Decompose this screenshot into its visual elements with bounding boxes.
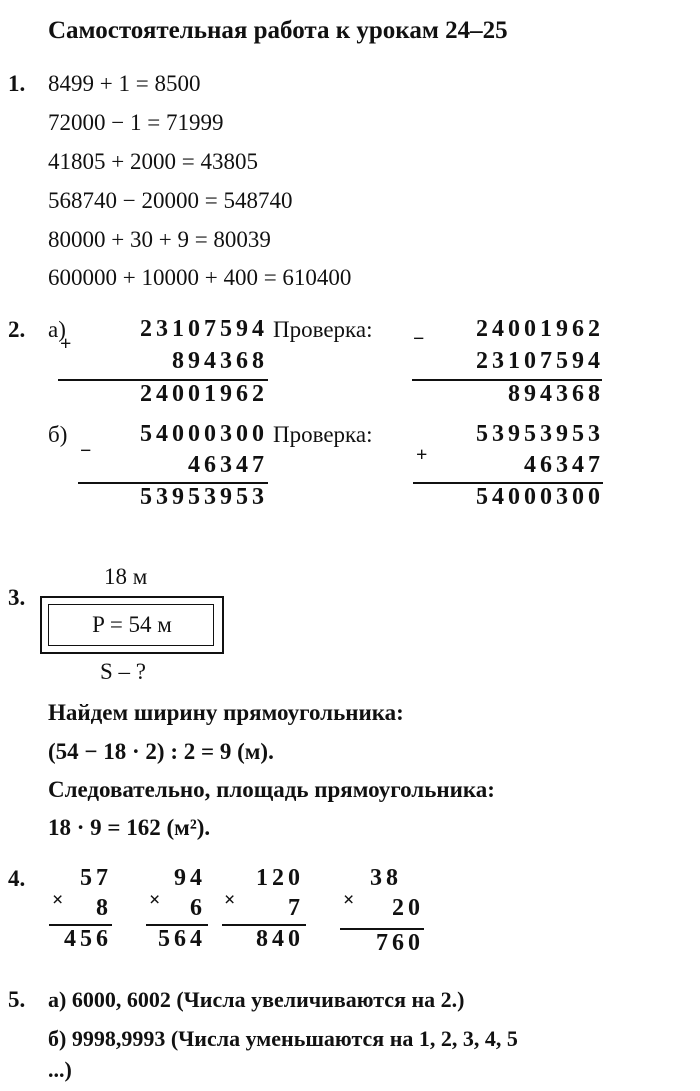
multiply-sign: × [149, 889, 161, 911]
task5-line: ...) [48, 1057, 72, 1082]
task1-number: 1. [8, 71, 26, 96]
task2b-bottom: 46347 [188, 452, 268, 478]
task2a-check-result: 894368 [508, 381, 604, 407]
task2a-label: а) [48, 317, 66, 342]
multiply-sign: × [52, 889, 64, 911]
task1-line: 8499 + 1 = 8500 [48, 71, 201, 96]
task1-line: 80000 + 30 + 9 = 80039 [48, 227, 271, 252]
task2b-check-bottom: 46347 [524, 452, 604, 478]
task1-line: 72000 − 1 = 71999 [48, 110, 224, 135]
task3-line: 18 · 9 = 162 (м²). [48, 815, 211, 840]
plus-sign: + [60, 333, 72, 355]
plus-sign: + [416, 444, 428, 466]
task3-line: (54 − 18 · 2) : 2 = 9 (м). [48, 739, 274, 764]
mult-bottom: 6 [190, 895, 206, 921]
task1-line: 568740 − 20000 = 548740 [48, 188, 293, 213]
task2a-check-top: 24001962 [476, 316, 604, 342]
task2a-bottom: 894368 [172, 348, 268, 374]
rectangle-diagram [40, 596, 224, 654]
task1-line: 600000 + 10000 + 400 = 610400 [48, 265, 352, 290]
task2a-check-bottom: 23107594 [476, 348, 604, 374]
area-label: S – ? [100, 659, 146, 684]
task5-number: 5. [8, 987, 26, 1012]
perimeter-label: P = 54 м [92, 612, 172, 637]
task2-number: 2. [8, 317, 26, 342]
task2b-result: 53953953 [140, 484, 268, 510]
mult-result: 840 [256, 926, 304, 952]
task4-number: 4. [8, 866, 26, 891]
task2b-check-result: 54000300 [476, 484, 604, 510]
minus-sign: − [413, 328, 425, 350]
task3-line: Следовательно, площадь прямоугольника: [48, 777, 495, 802]
mult-result: 564 [158, 926, 206, 952]
mult-top: 38 [370, 865, 402, 891]
mult-result: 456 [64, 926, 112, 952]
mult-bottom: 7 [288, 895, 304, 921]
task2b-top: 54000300 [140, 421, 268, 447]
mult-result: 760 [376, 930, 424, 956]
length-label: 18 м [104, 564, 148, 589]
mult-bottom: 8 [96, 895, 112, 921]
task5-line: а) 6000, 6002 (Числа увеличиваются на 2.) [48, 987, 465, 1012]
check-label: Проверка: [273, 422, 373, 447]
mult-bottom: 20 [392, 895, 424, 921]
task2a-result: 24001962 [140, 381, 268, 407]
multiply-sign: × [343, 889, 355, 911]
minus-sign: − [80, 440, 92, 462]
mult-top: 120 [256, 865, 304, 891]
task2b-check-top: 53953953 [476, 421, 604, 447]
task2b-label: б) [48, 422, 68, 447]
mult-top: 94 [174, 865, 206, 891]
task5-line: б) 9998,9993 (Числа уменьшаются на 1, 2, 3, 4, 5 [48, 1026, 518, 1051]
multiply-sign: × [224, 889, 236, 911]
page-title: Самостоятельная работа к урокам 24–25 [48, 17, 508, 44]
task2a-top: 23107594 [140, 316, 268, 342]
mult-top: 57 [80, 865, 112, 891]
task1-line: 41805 + 2000 = 43805 [48, 149, 258, 174]
check-label: Проверка: [273, 317, 373, 342]
task3-line: Найдем ширину прямоугольника: [48, 700, 404, 725]
task3-number: 3. [8, 585, 26, 610]
